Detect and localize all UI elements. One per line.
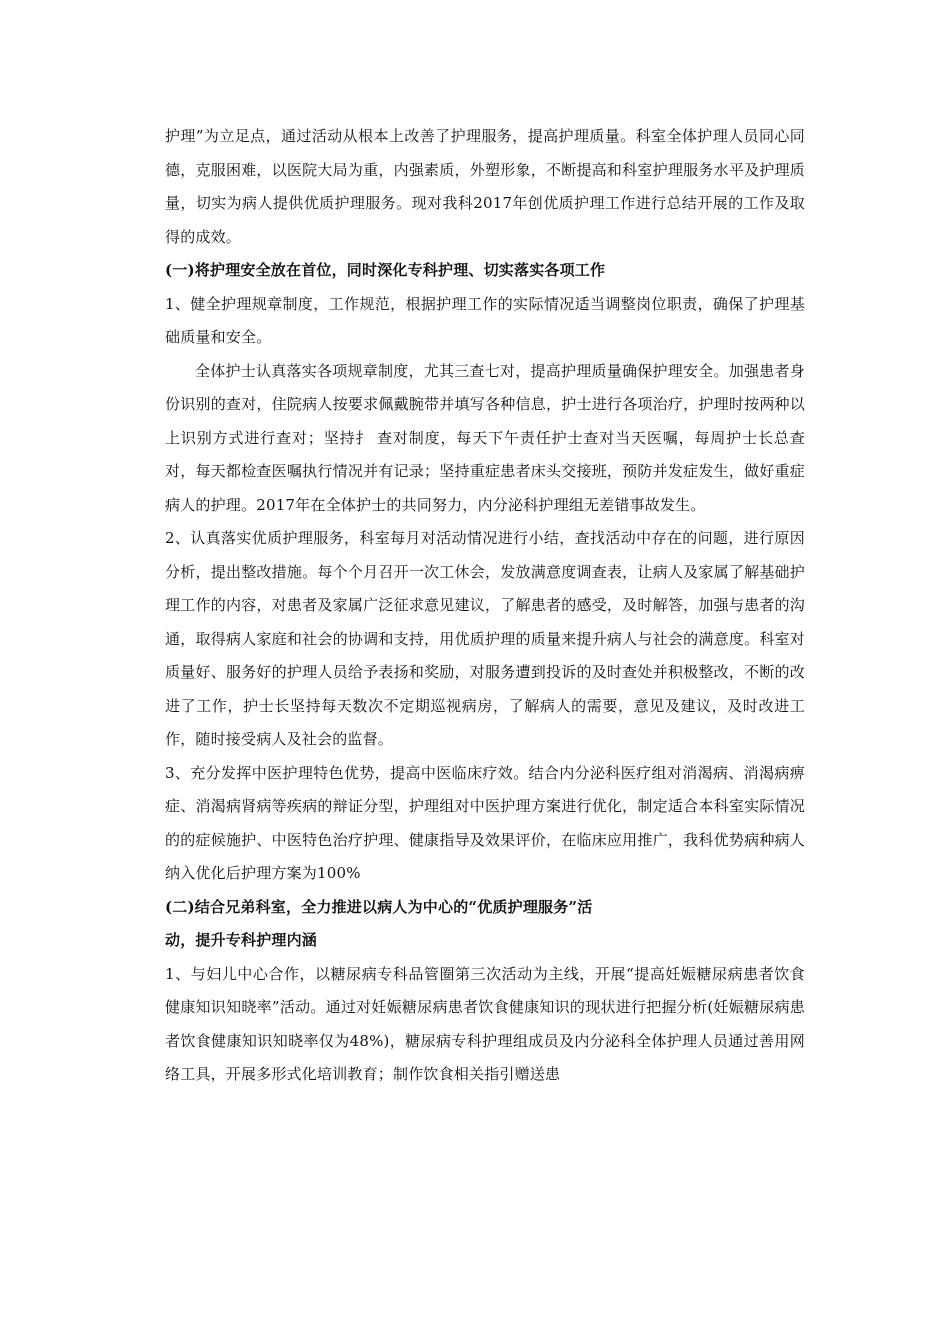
section-1-item-1: 1、健全护理规章制度，工作规范，根据护理工作的实际情况适当调整岗位职责，确保了护理基础质量和安全。	[165, 294, 805, 346]
section-1-item-3: 3、充分发挥中医护理特色优势，提高中医临床疗效。结合内分泌科医疗组对消渴病、消渴病痹症、消渴病肾病等疾病的辩证分型，护理组对中医护理方案进行优化，制定适合本科室实际情况的的症候施护、中医特色治疗护理、健康指导及效果评价，在临床应用推广，我科优势病种病人纳入优化后护理方案为100%	[165, 763, 805, 882]
document-page	[165, 120, 805, 1092]
section-1-item-2: 2、认真落实优质护理服务，科室每月对活动情况进行小结，查找活动中存在的问题，进行原因分析，提出整改措施。每个个月召开一次工休会，发放满意度调查表，让病人及家属了解基础护理工作的内容，对患者及家属广泛征求意见建议，了解患者的感受，及时解答，加强与患者的沟通，取得病人家庭和社会的协调和支持，用优质护理的质量来提升病人与社会的满意度。科室对质量好、服务好的护理人员给予表扬和奖励，对服务遭到投诉的及时查处并积极整改，不断的改进了工作，护士长坚持每天数次不定期巡视病房，了解病人的需要，意见及建议，及时改进工作，随时接受病人及社会的监督。	[165, 529, 805, 748]
section-heading-1: (一)将护理安全放在首位，同时深化专科护理、切实落实各项工作	[165, 261, 606, 279]
intro-paragraph: 护理”为立足点，通过活动从根本上改善了护理服务，提高护理质量。科室全体护理人员同心同德，克服困难，以医院大局为重，内强素质，外塑形象，不断提高和科室护理服务水平及护理质量，切实为病人提供优质护理服务。现对我科2017年创优质护理工作进行总结开展的工作及取得的成效。	[165, 127, 805, 246]
section-1-item-1-detail: 全体护士认真落实各项规章制度，尤其三查七对，提高护理质量确保护理安全。加强患者身份识别的查对，住院病人按要求佩戴腕带并填写各种信息，护士进行各项治疗，护理时按两种以上识别方式进行查对；坚持扌 查对制度，每天下午责任护士查对当天医嘱，每周护士长总查对，每天都检查医嘱执行情况并有记录；坚持重症患者床头交接班，预防并发症发生，做好重症病人的护理。2017年在全体护士的共同努力，内分泌科护理组无差错事故发生。	[165, 361, 805, 514]
section-heading-2-line-2: 动，提升专科护理内涵	[165, 931, 318, 949]
section-heading-2-line-1: (二)结合兄弟科室，全力推进以病人为中心的“优质护理服务”活	[165, 897, 593, 916]
section-2-item-1: 1、与妇儿中心合作，以糖尿病专科品管圈第三次活动为主线，开展“提高妊娠糖尿病患者饮食健康知识知晓率”活动。通过对妊娠糖尿病患者饮食健康知识的现状进行把握分析(妊娠糖尿病患者饮食健康知识知晓率仅为48%)，糖尿病专科护理组成员及内分泌科全体护理人员通过善用网络工具，开展多形式化培训教育；制作饮食相关指引赠送患	[165, 964, 805, 1083]
